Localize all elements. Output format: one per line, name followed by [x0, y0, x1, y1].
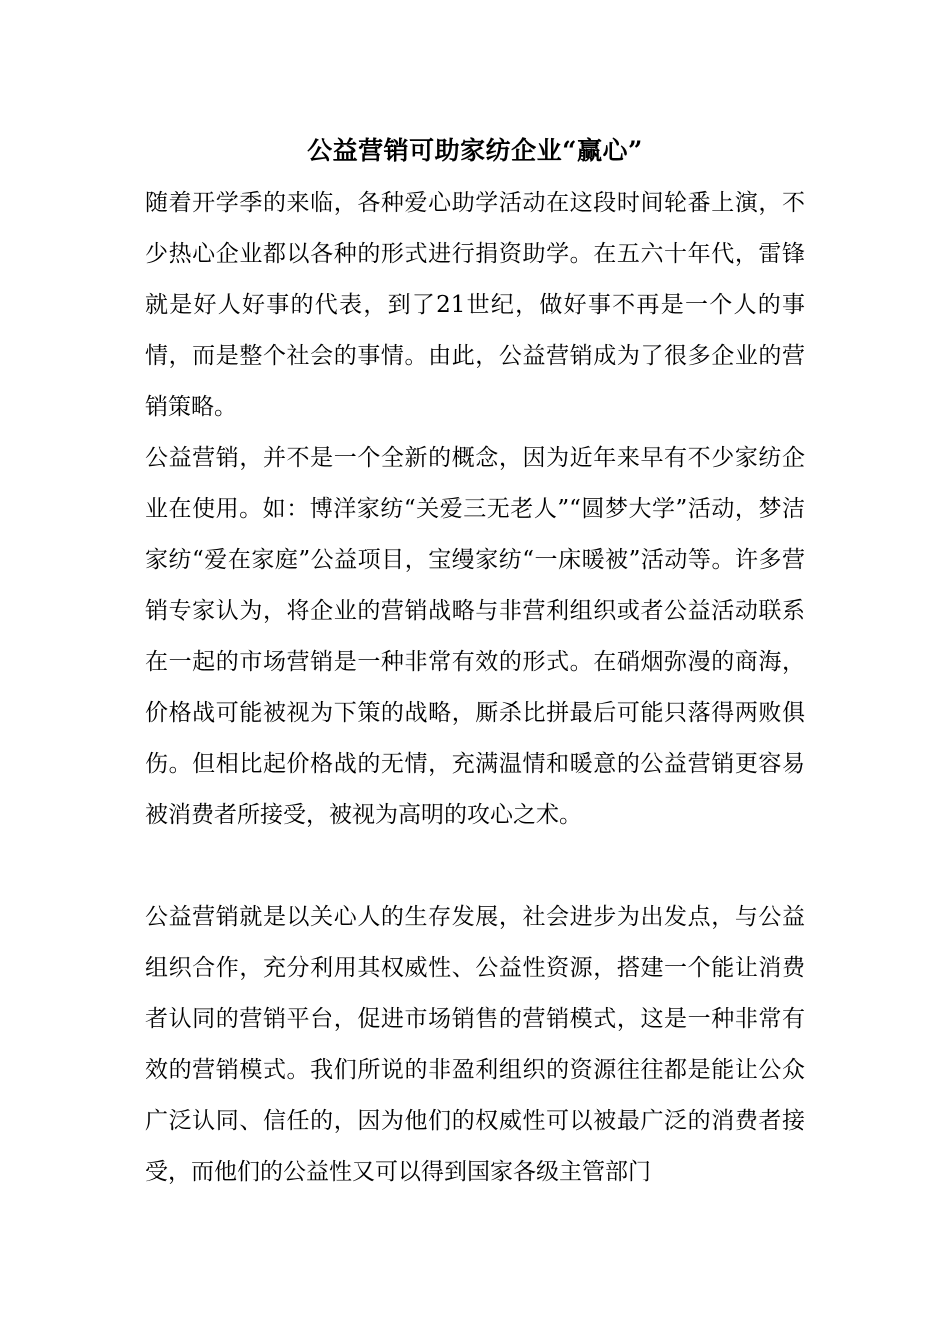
paragraph-spacer	[145, 841, 805, 892]
paragraph-1: 随着开学季的来临，各种爱心助学活动在这段时间轮番上演，不少热心企业都以各种的形式进行捐资助学。在五六十年代，雷锋就是好人好事的代表，到了21世纪，做好事不再是一个人的事情，而是整个社会的事情。由此，公益营销成为了很多企业的营销策略。	[145, 190, 805, 420]
document-title: 公益营销可助家纺企业“赢心”	[307, 136, 643, 165]
paragraph-3: 公益营销就是以关心人的生存发展，社会进步为出发点，与公益组织合作，充分利用其权威性、公益性资源，搭建一个能让消费者认同的营销平台，促进市场销售的营销模式，这是一种非常有效的营销模式。我们所说的非盈利组织的资源往往都是能让公众广泛认同、信任的，因为他们的权威性可以被最广泛的消费者接受，而他们的公益性又可以得到国家各级主管部门	[145, 904, 805, 1185]
paragraph-2: 公益营销，并不是一个全新的概念，因为近年来早有不少家纺企业在使用。如：博洋家纺“关爱三无老人”“圆梦大学”活动，梦洁家纺“爱在家庭”公益项目，宝缦家纺“一床暖被”活动等。许多营销专家认为，将企业的营销战略与非营利组织或者公益活动联系在一起的市场营销是一种非常有效的形式。在硝烟弥漫的商海，价格战可能被视为下策的战略，厮杀比拼最后可能只落得两败俱伤。但相比起价格战的无情，充满温情和暖意的公益营销更容易被消费者所接受，被视为高明的攻心之术。	[145, 445, 805, 828]
document-body	[145, 178, 805, 1198]
